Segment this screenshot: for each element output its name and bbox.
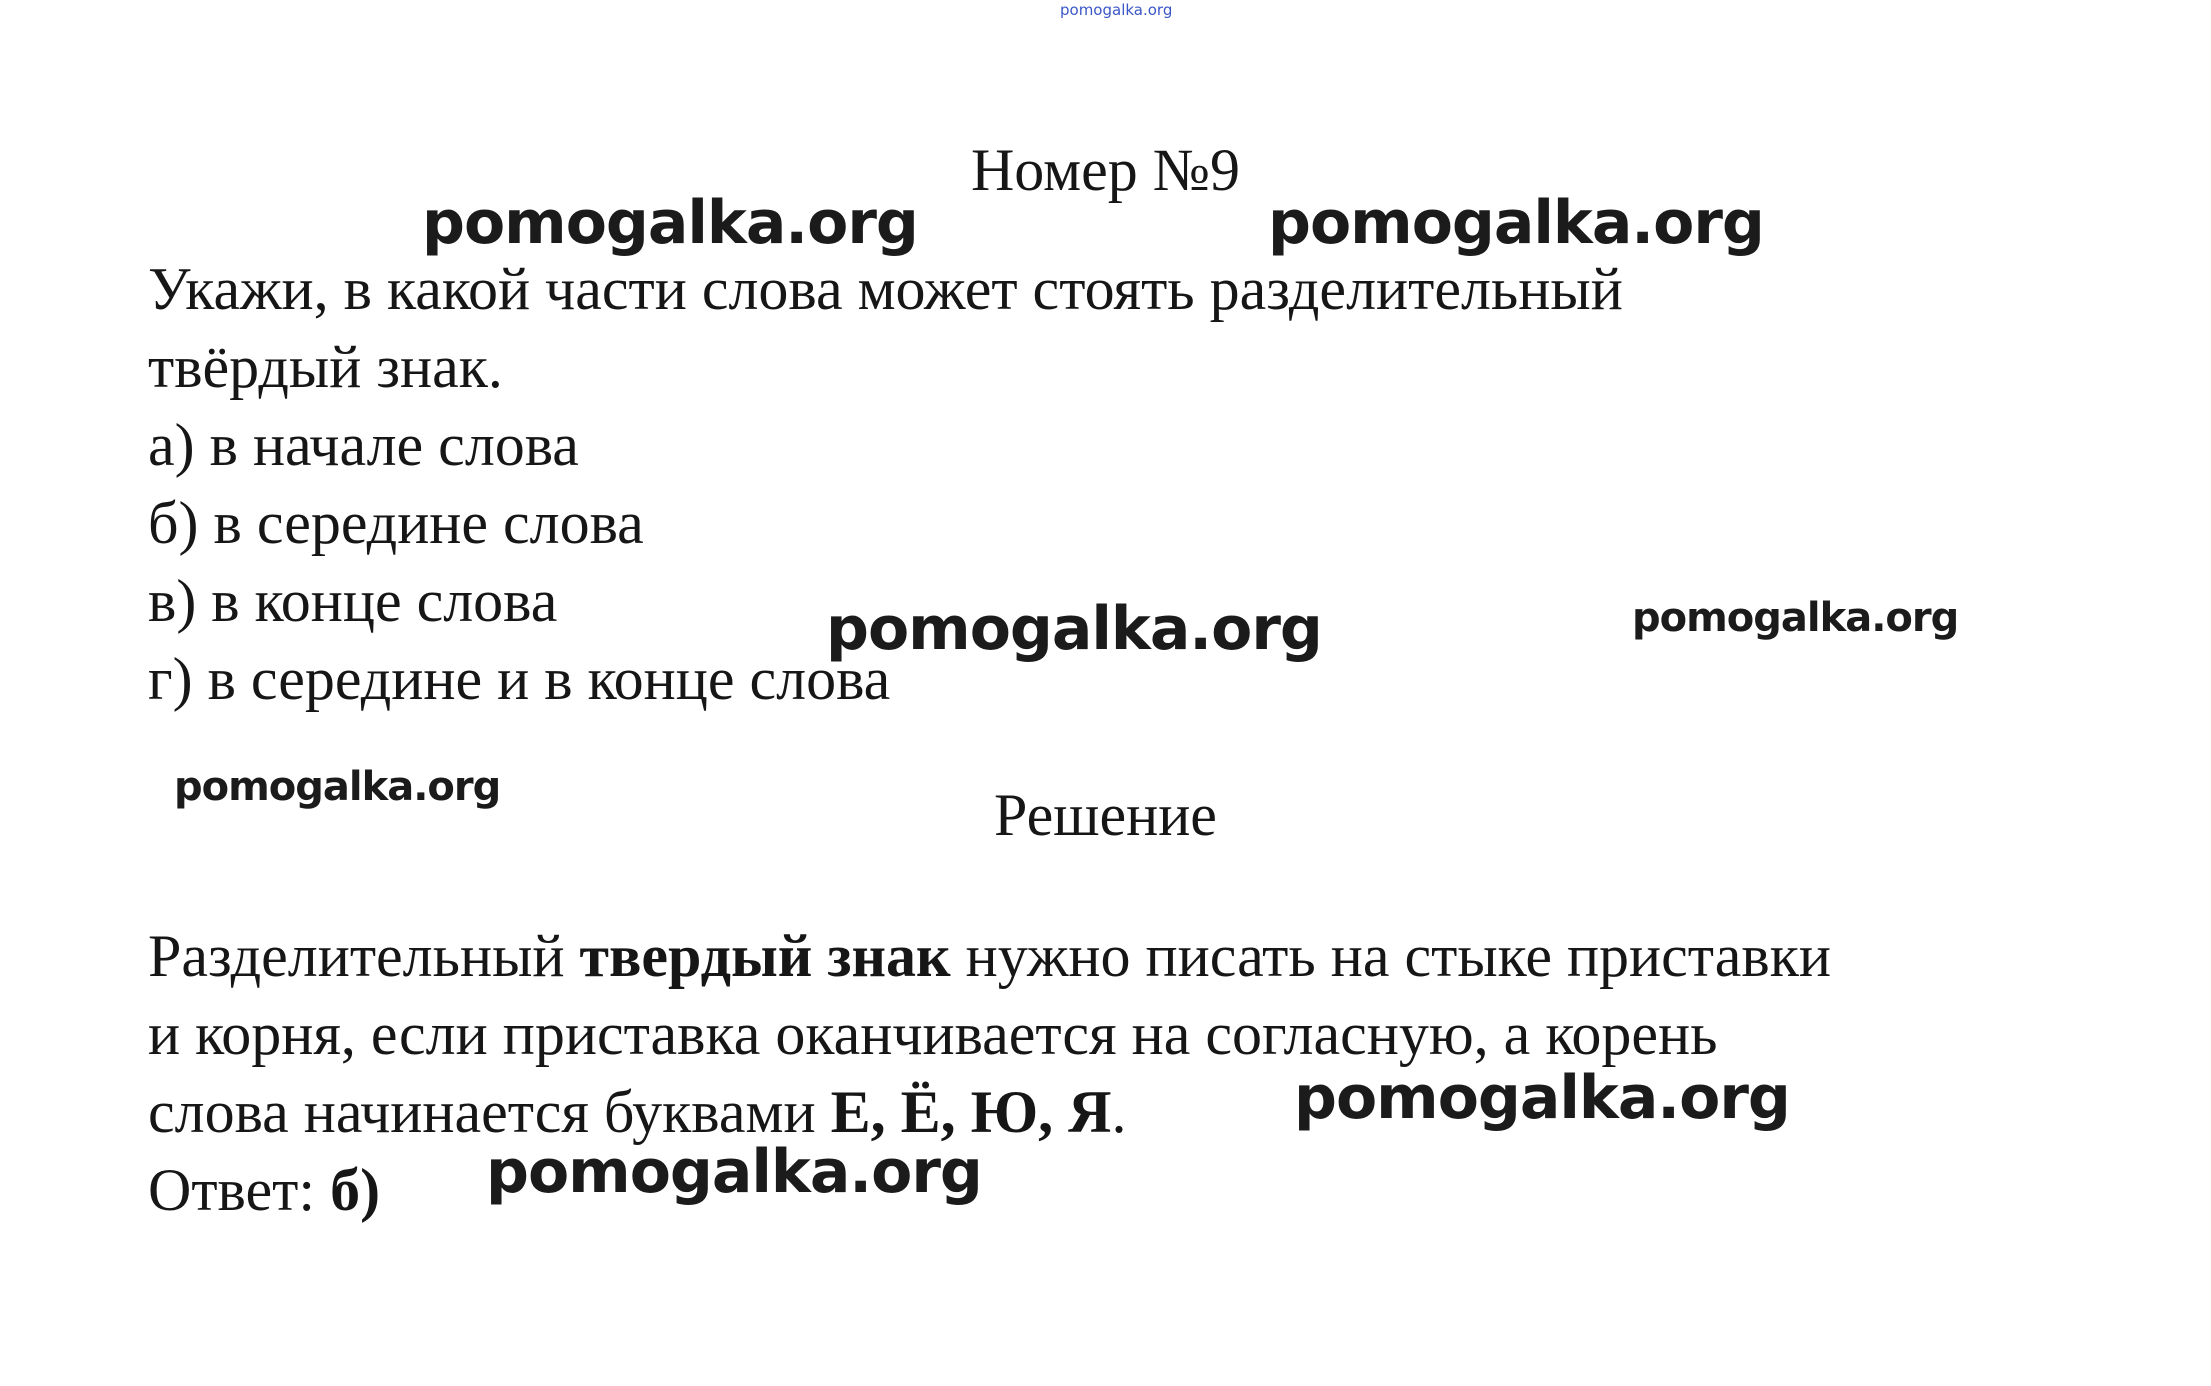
task-title: Номер №9: [970, 137, 1241, 203]
option-d: г) в середине и в конце слова: [148, 646, 891, 712]
answer-label: Ответ:: [148, 1157, 331, 1223]
solution-text: Разделительный: [148, 923, 580, 989]
solution-text: нужно писать на стыке приставки: [950, 923, 1831, 989]
watermark: pomogalka.org: [1294, 1063, 1790, 1133]
answer-value: б): [330, 1157, 381, 1223]
solution-heading: Решение: [994, 782, 1217, 848]
watermark: pomogalka.org: [826, 594, 1322, 664]
solution-bold-letters: Е, Ё, Ю, Я: [830, 1079, 1112, 1145]
top-watermark: pomogalka.org: [1060, 1, 1173, 19]
answer-line: [148, 1151, 380, 1229]
option-b: б) в середине слова: [148, 490, 644, 556]
solution-text: и корня, если приставка оканчивается на согласную, а корень: [148, 1001, 1718, 1067]
solution-text: .: [1111, 1079, 1127, 1145]
option-c: в) в конце слова: [148, 568, 558, 634]
option-a: а) в начале слова: [148, 412, 579, 478]
question-text: твёрдый знак.: [148, 334, 503, 400]
question-text: Укажи, в какой части слова может стоять разделительный: [148, 256, 1623, 322]
solution-text: слова начинается буквами: [148, 1079, 831, 1145]
watermark: pomogalka.org: [174, 764, 501, 810]
watermark: pomogalka.org: [1632, 595, 1959, 641]
solution-text-line: [148, 917, 1831, 995]
watermark: pomogalka.org: [1268, 188, 1764, 258]
watermark: pomogalka.org: [422, 188, 918, 258]
watermark: pomogalka.org: [486, 1137, 982, 1207]
solution-bold-term: твердый знак: [579, 923, 951, 989]
